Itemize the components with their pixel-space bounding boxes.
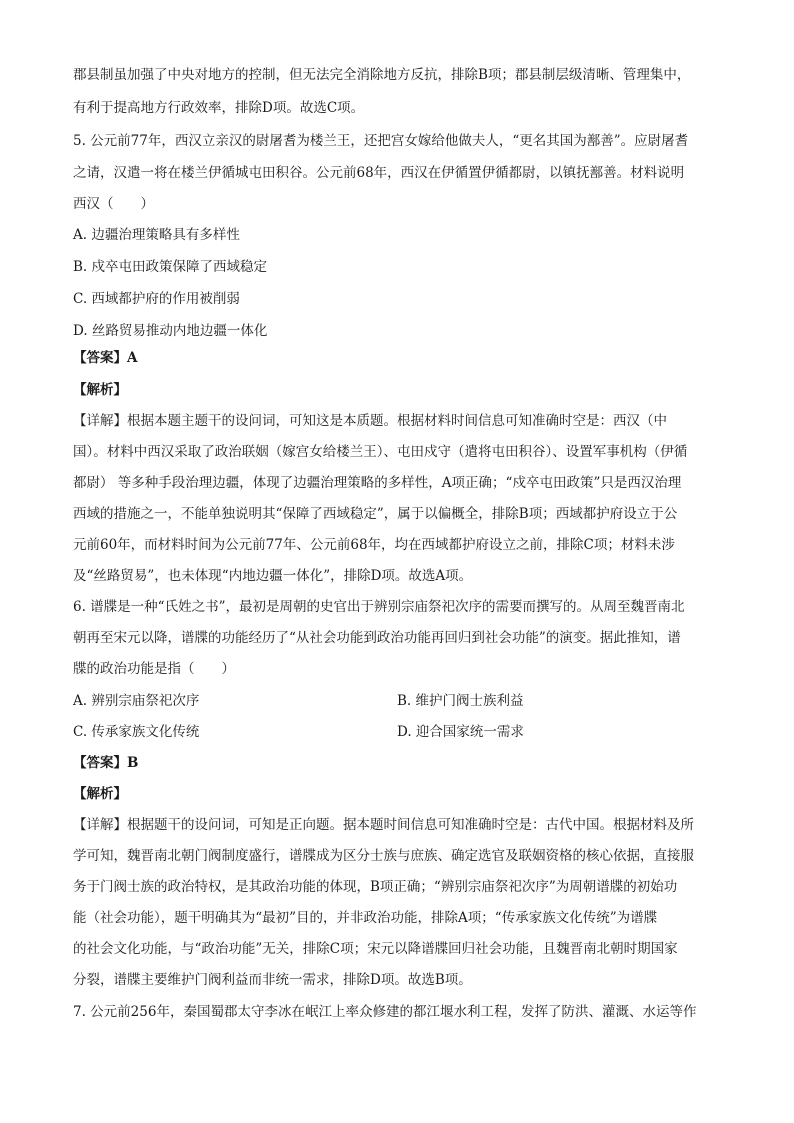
q5-detail-line: 都尉） 等多种手段治理边疆，体现了边疆治理策略的多样性，A项正确；“戍卒屯田政策”只是西汉治理 [73, 475, 682, 491]
q6-answer: 【答案】B [73, 755, 139, 771]
intro-line: 有利于提高地方行政效率，排除D项。故选C项。 [73, 100, 365, 116]
q5-answer: 【答案】A [73, 350, 138, 366]
q6-detail-line: 【详解】根据题干的设问词，可知是正向题。据本题时间信息可知准确时空是：古代中国。根据材料及所 [73, 817, 694, 833]
q5-stem-line: 西汉（ ） [73, 196, 154, 212]
q6-option-d: D. 迎合国家统一需求 [397, 724, 524, 740]
q5-option-c: C. 西域都护府的作用被削弱 [73, 291, 240, 307]
intro-line: 郡县制虽加强了中央对地方的控制，但无法完全消除地方反抗，排除B项；郡县制层级清晰、管理集中， [73, 67, 691, 83]
q5-detail-line: 国）。材料中西汉采取了政治联姻（嫁宫女给楼兰王）、屯田戍守（遣将屯田积谷）、设置军事机构（伊循 [73, 444, 688, 460]
q6-option-b: B. 维护门阀士族利益 [397, 693, 524, 709]
q6-analysis-label: 【解析】 [73, 786, 127, 802]
q5-stem-line: 5. 公元前77年，西汉立亲汉的尉屠耆为楼兰王，还把宫女嫁给他做夫人，“更名其国为鄯善”。应尉屠耆 [73, 133, 689, 149]
q6-detail-line: 学可知，魏晋南北朝门阀制度盛行，谱牒成为区分士族与庶族、确定选官及联姻资格的核心依据，直接服 [73, 848, 694, 864]
q6-detail-line: 的社会文化功能，与“政治功能”无关，排除C项；宋元以降谱牒回归社会功能，且魏晋南北朝时期国家 [73, 941, 678, 957]
q6-stem-line: 6. 谱牒是一种“氏姓之书”，最初是周朝的史官出于辨别宗庙祭祀次序的需要而撰写的。从周至魏晋南北 [73, 599, 685, 615]
q6-stem-line: 朝再至宋元以降，谱牒的功能经历了“从社会功能到政治功能再回归到社会功能”的演变。据此推知，谱 [73, 630, 681, 646]
q6-detail-line: 务于门阀士族的政治特权，是其政治功能的体现，B项正确；“辨别宗庙祭祀次序”为周朝谱牒的初始功 [73, 879, 678, 895]
q6-option-c: C. 传承家族文化传统 [73, 724, 200, 740]
q5-option-d: D. 丝路贸易推动内地边疆一体化 [73, 323, 268, 339]
q5-detail-line: 及“丝路贸易”，也未体现“内地边疆一体化”，排除D项。故选A项。 [73, 568, 473, 584]
q5-analysis-label: 【解析】 [73, 382, 127, 398]
q7-stem-line: 7. 公元前256年，秦国蜀郡太守李冰在岷江上率众修建的都江堰水利工程，发挥了防洪、灌溉、水运等作 [73, 1004, 697, 1020]
q5-detail-line: 元前60年，而材料时间为公元前77年、公元前68年，均在西域都护府设立之前，排除C项；材料未涉 [73, 537, 675, 553]
q5-stem-line: 之请，汉遣一将在楼兰伊循城屯田积谷。公元前68年，西汉在伊循置伊循都尉，以镇抚鄯善。材料说明 [73, 165, 685, 181]
q6-option-a: A. 辨别宗庙祭祀次序 [73, 693, 200, 709]
q6-detail-line: 分裂，谱牒主要维护门阀利益而非统一需求，排除D项。故选B项。 [73, 972, 472, 988]
q6-detail-line: 能（社会功能），题干明确其为“最初”目的，并非政治功能，排除A项；“传承家族文化传统”为谱牒 [73, 910, 658, 926]
q5-detail-line: 【详解】根据本题主题干的设问词，可知这是本质题。根据材料时间信息可知准确时空是：西汉（中 [73, 413, 667, 429]
q5-option-b: B. 戍卒屯田政策保障了西域稳定 [73, 259, 268, 275]
q5-detail-line: 西域的措施之一，不能单独说明其“保障了西域稳定”，属于以偏概全，排除B项；西域都护府设立于公 [73, 506, 678, 522]
q6-stem-line: 牒的政治功能是指（ ） [73, 661, 235, 677]
q5-option-a: A. 边疆治理策略具有多样性 [73, 227, 240, 243]
